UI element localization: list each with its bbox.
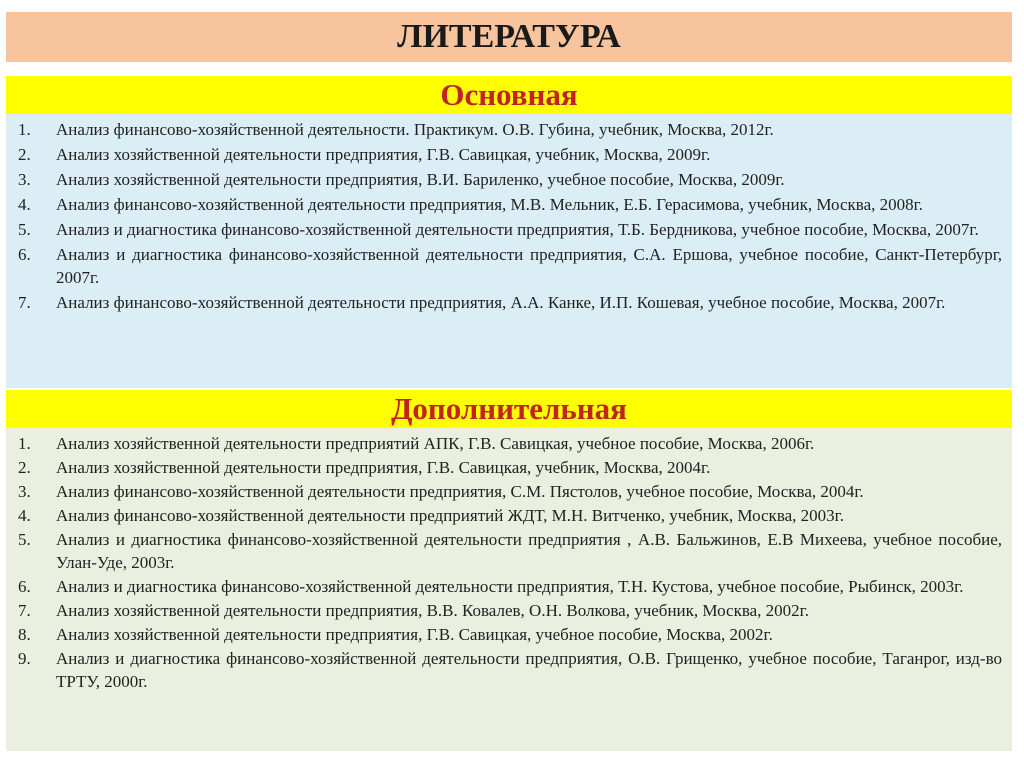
- item-number: 2.: [18, 458, 31, 477]
- list-item: [18, 432, 1002, 455]
- item-text: Анализ хозяйственной деятельности предприятия, В.В. Ковалев, О.Н. Волкова, учебник, Москва, 2002г.: [56, 601, 809, 620]
- item-text: Анализ и диагностика финансово-хозяйственной деятельности предприятия, С.А. Ершова, учебное пособие, Санкт-Петербург, 2007г.: [56, 245, 1002, 287]
- list-item: [18, 623, 1002, 646]
- item-number: 2.: [18, 145, 31, 164]
- item-number: 6.: [18, 577, 31, 596]
- section-heading-extra: Дополнительная: [6, 390, 1012, 428]
- item-number: 3.: [18, 482, 31, 501]
- main-literature-list-box: [6, 114, 1012, 388]
- item-number: 5.: [18, 530, 31, 549]
- page-title: ЛИТЕРАТУРА: [6, 12, 1012, 62]
- list-item: [18, 647, 1002, 693]
- item-text: Анализ хозяйственной деятельности предприятия, В.И. Бариленко, учебное пособие, Москва, 2009г.: [56, 170, 785, 189]
- list-item: [18, 243, 1002, 289]
- item-number: 5.: [18, 220, 31, 239]
- item-text: Анализ финансово-хозяйственной деятельности. Практикум. О.В. Губина, учебник, Москва, 2012г.: [56, 120, 774, 139]
- item-text: Анализ финансово-хозяйственной деятельности предприятия, А.А. Канке, И.П. Кошевая, учебное пособие, Москва, 2007г.: [56, 293, 946, 312]
- list-item: [18, 504, 1002, 527]
- list-item: [18, 291, 1002, 314]
- main-literature-list: [18, 118, 1002, 314]
- list-item: [18, 218, 1002, 241]
- item-number: 1.: [18, 120, 31, 139]
- section-heading-main: Основная: [6, 76, 1012, 114]
- list-item: [18, 599, 1002, 622]
- item-text: Анализ хозяйственной деятельности предприятий АПК, Г.В. Савицкая, учебное пособие, Москва, 2006г.: [56, 434, 815, 453]
- list-item: [18, 575, 1002, 598]
- item-number: 3.: [18, 170, 31, 189]
- item-text: Анализ и диагностика финансово-хозяйственной деятельности предприятия , А.В. Бальжинов, Е.В Михеева, учебное пособие, Улан-Уде, 2003г.: [56, 530, 1002, 572]
- item-number: 7.: [18, 601, 31, 620]
- list-item: [18, 528, 1002, 574]
- item-number: 1.: [18, 434, 31, 453]
- list-item: [18, 193, 1002, 216]
- item-text: Анализ и диагностика финансово-хозяйственной деятельности предприятия, О.В. Грищенко, учебное пособие, Таганрог, изд-во ТРТУ, 2000г.: [56, 649, 1002, 691]
- item-text: Анализ финансово-хозяйственной деятельности предприятий ЖДТ, М.Н. Витченко, учебник, Москва, 2003г.: [56, 506, 844, 525]
- list-item: [18, 118, 1002, 141]
- item-text: Анализ и диагностика финансово-хозяйственной деятельности предприятия, Т.Н. Кустова, учебное пособие, Рыбинск, 2003г.: [56, 577, 964, 596]
- extra-literature-list: [18, 432, 1002, 693]
- item-text: Анализ финансово-хозяйственной деятельности предприятия, М.В. Мельник, Е.Б. Герасимова, учебник, Москва, 2008г.: [56, 195, 923, 214]
- list-item: [18, 456, 1002, 479]
- item-text: Анализ и диагностика финансово-хозяйственной деятельности предприятия, Т.Б. Бердникова, учебное пособие, Москва, 2007г.: [56, 220, 979, 239]
- item-number: 6.: [18, 245, 31, 264]
- item-text: Анализ хозяйственной деятельности предприятия, Г.В. Савицкая, учебник, Москва, 2004г.: [56, 458, 711, 477]
- extra-literature-list-box: [6, 428, 1012, 751]
- item-number: 8.: [18, 625, 31, 644]
- item-number: 4.: [18, 195, 31, 214]
- item-text: Анализ хозяйственной деятельности предприятия, Г.В. Савицкая, учебник, Москва, 2009г.: [56, 145, 711, 164]
- list-item: [18, 143, 1002, 166]
- item-number: 4.: [18, 506, 31, 525]
- list-item: [18, 480, 1002, 503]
- item-number: 9.: [18, 649, 31, 668]
- item-text: Анализ хозяйственной деятельности предприятия, Г.В. Савицкая, учебное пособие, Москва, 2002г.: [56, 625, 773, 644]
- item-text: Анализ финансово-хозяйственной деятельности предприятия, С.М. Пястолов, учебное пособие, Москва, 2004г.: [56, 482, 864, 501]
- item-number: 7.: [18, 293, 31, 312]
- list-item: [18, 168, 1002, 191]
